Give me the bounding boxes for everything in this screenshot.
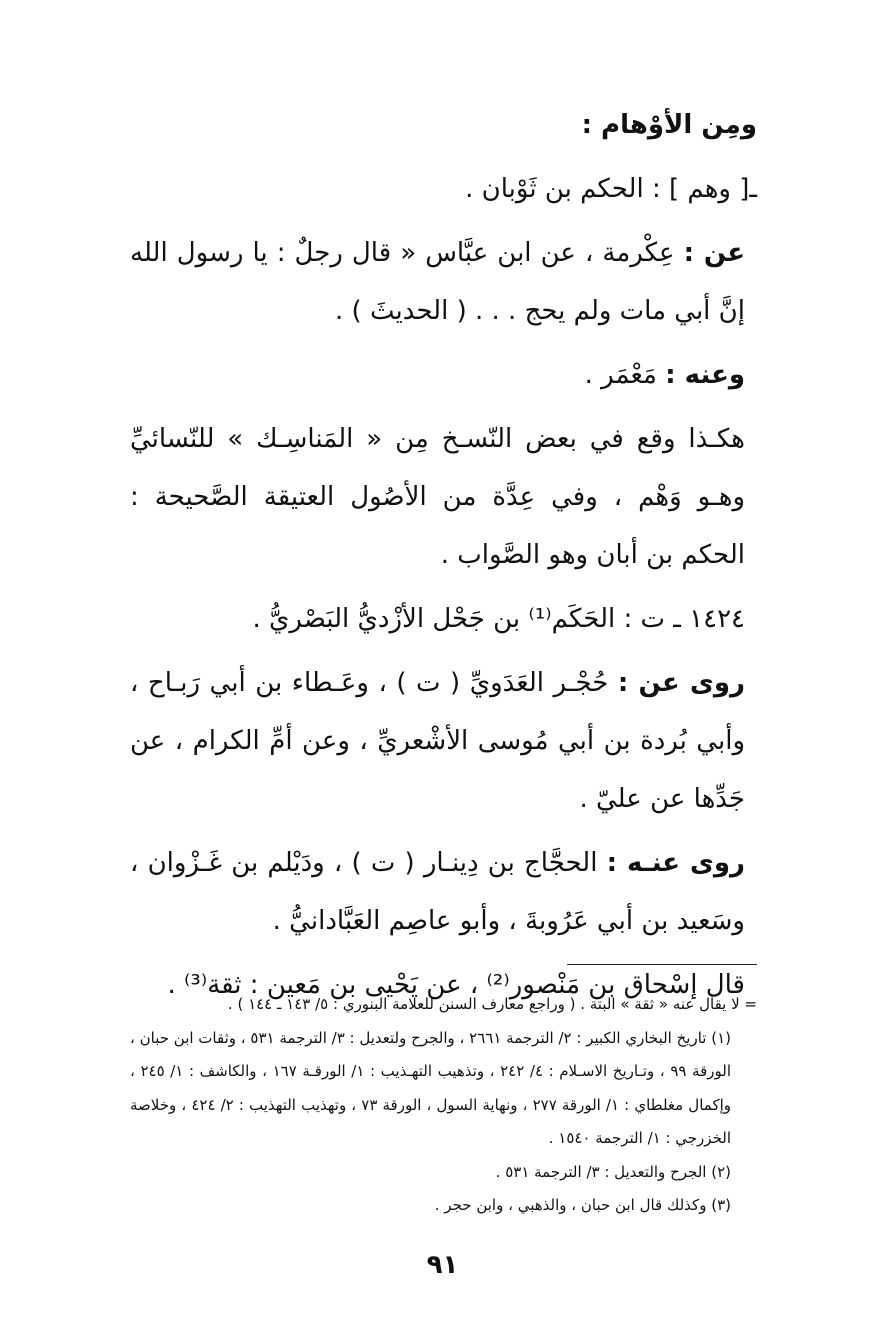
rawa-anhu-paragraph bbox=[130, 834, 757, 950]
qala-line: قال إسْحاق بن مَنْصور⁽²⁾ ، عن يَحْيى بن مَعين : ثقة⁽³⁾ . bbox=[167, 970, 745, 1000]
rawa-an-paragraph bbox=[130, 654, 757, 828]
an-paragraph bbox=[130, 224, 757, 340]
main-text bbox=[130, 96, 757, 1020]
page-number: ٩١ bbox=[426, 1250, 459, 1280]
footnote-3: (٣) وكذلك قال ابن حبان ، والذهبي ، وابن حجر . bbox=[434, 1196, 731, 1214]
footnote-2: (٢) الجرح والتعديل : ٣/ الترجمة ٥٣١ . bbox=[495, 1162, 731, 1181]
wa-anhu-label: وعنه : bbox=[665, 360, 745, 390]
rawa-anhu-label: روى عنـه : bbox=[606, 848, 746, 878]
an-text: عِكْرمة ، عن ابن عبَّاس « قال رجلٌ : يا رسول الله إنَّ أبي مات ولم يحج . . . ( الحديثَ ) . bbox=[130, 238, 745, 326]
rawa-an-label: روى عن : bbox=[617, 668, 745, 698]
footnote-1: (١) تاريخ البخاري الكبير : ٢/ الترجمة ٢٦٦١ ، والجرح ولتعديل : ٣/ الترجمة ٥٣١ ، وثقات ابن حبان ، الورقة ٩٩ ، وتـاريخ الاسـلام : ٤/ ٢٤٢ ، وتذهيب التهـذيب : ١/ الورقـة ١٦٧ ، والكاشف : ١/ ٢٤٥ ، وإكمال مغلطاي : ١/ الورقة ٢٧٧ ، ونهاية السول ، الورقة ٧٣ ، وتهذيب التهذيب : ٢/ ٤٢٤ ، وخلاصة الخزرجي : ١/ الترجمة ١٥٤٠ . bbox=[130, 1028, 732, 1147]
rawa-anhu-text: الحجَّاج بن دِينـار ( ت ) ، ودَيْلم بن غَـزْوان ، وسَعيد بن أبي عَرُوبةَ ، وأبو عاصِم العَبَّادانيُّ . bbox=[130, 848, 745, 936]
note-paragraph: هكـذا وقع في بعض النّسـخ مِن « المَناسِـك » للنّسائيِّ وهـو وَهْم ، وفي عِدَّة من الأصُول العتيقة الصَّحيحة : الحكم بن أبان وهو الصَّواب . bbox=[130, 424, 745, 570]
wa-anhu-paragraph bbox=[130, 346, 757, 404]
entry-title: ١٤٢٤ ـ ت : الحَكَم⁽¹⁾ بن جَحْل الأزْديُّ البَصْريُّ . bbox=[252, 604, 745, 634]
rawa-an-text: حُجْـر العَدَويِّ ( ت ) ، وعَـطاء بن أبي رَبـاح ، وأبي بُردة بن أبي مُوسى الأشْعريِّ ، وعن أمِّ الكرام ، عن جَدِّها عن عليّ . bbox=[130, 668, 745, 814]
footnote-divider bbox=[567, 964, 757, 965]
an-label: عن : bbox=[683, 238, 746, 268]
wa-anhu-text: مَعْمَر . bbox=[584, 360, 657, 390]
footnote-continuation: = لا يقال عنه « ثقة » البتة . ( وراجع معارف السنن للعلامة البنوري : ٥/ ١٤٣ ـ ١٤٤ ) . bbox=[227, 995, 757, 1013]
wahm-line: ـ[ وهم ] : الحكم بن ثَوْبان . bbox=[465, 174, 757, 204]
footnotes bbox=[130, 988, 757, 1223]
heading-awham: ومِن الأوْهام : bbox=[581, 110, 757, 140]
